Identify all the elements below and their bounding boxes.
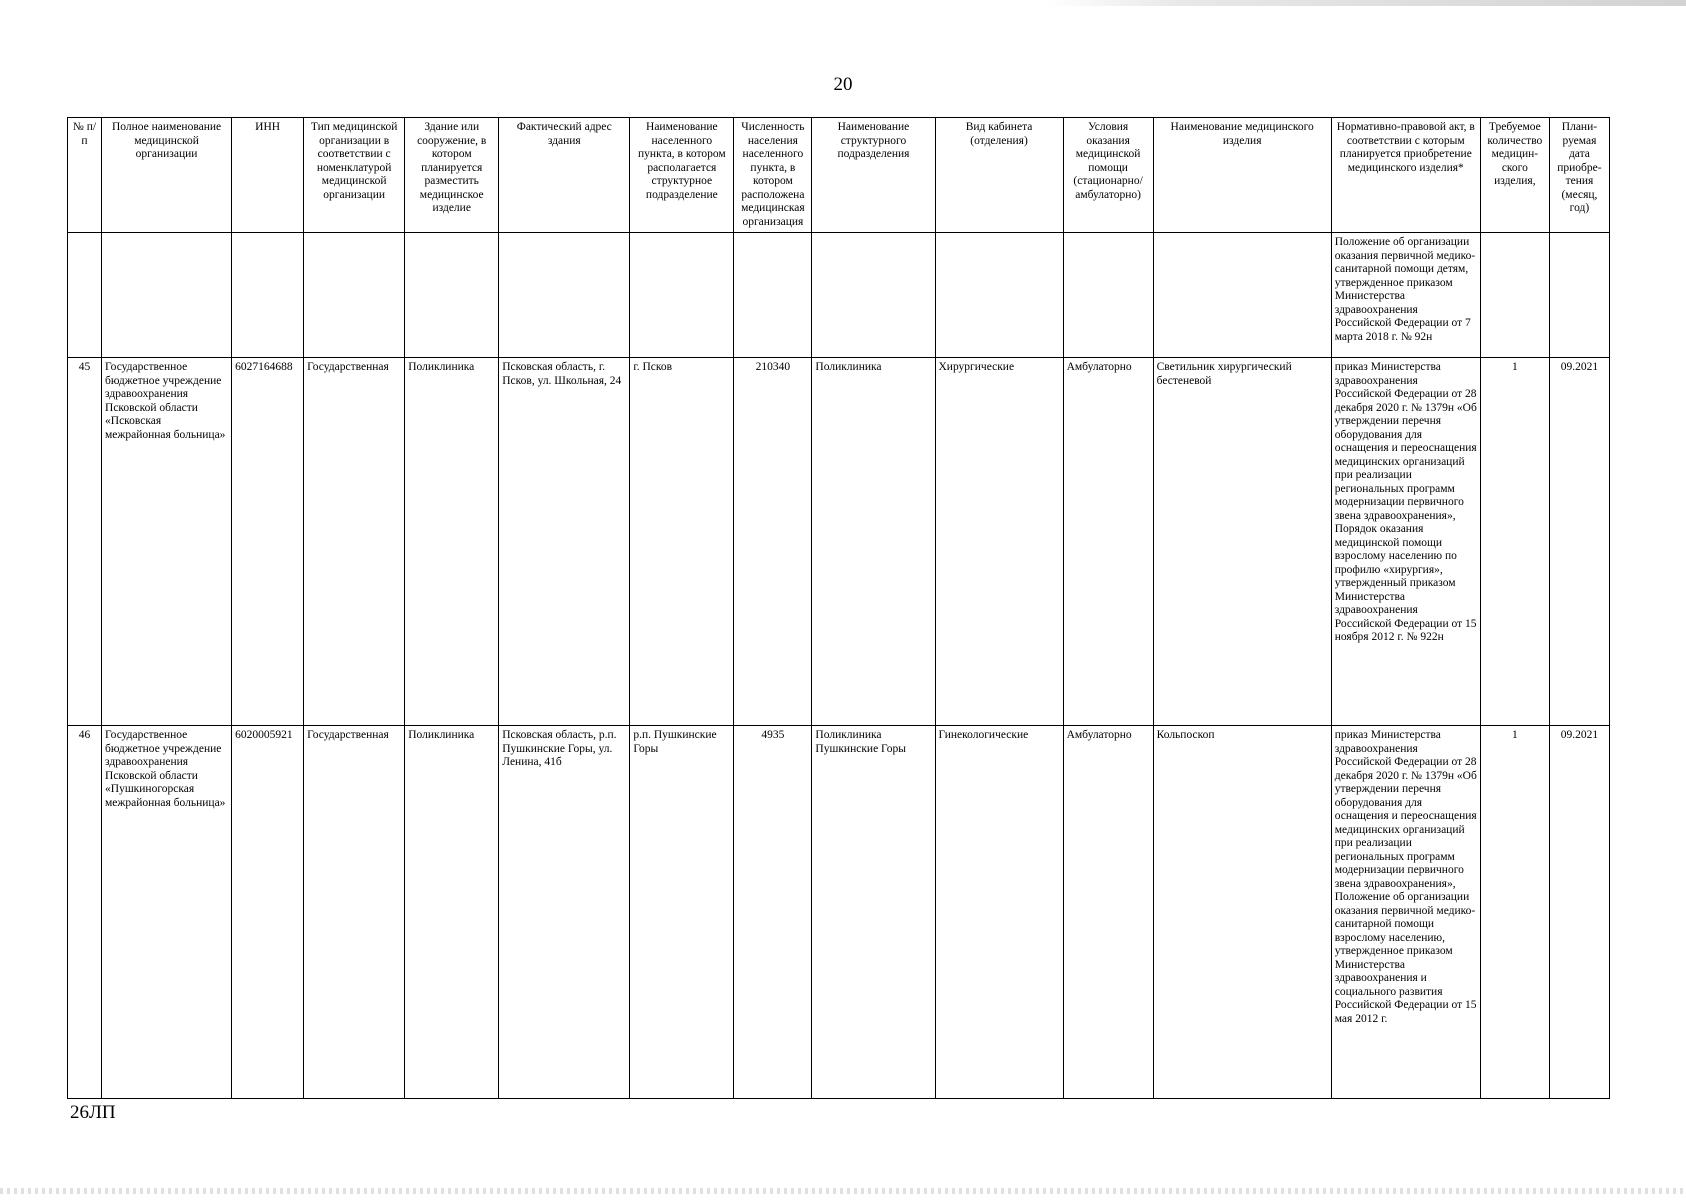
cell-empty (304, 233, 405, 358)
cell-org-type: Государственная (304, 358, 405, 726)
table-row (68, 358, 1610, 726)
cell-empty (734, 233, 812, 358)
header-address: Фактический адрес здания (499, 118, 630, 233)
header-building: Здание или сооружение, в котором планируется разместить медицинское изделие (405, 118, 499, 233)
cell-subdivision: Поликлиника (812, 358, 935, 726)
page-number: 20 (833, 74, 853, 95)
cell-num: 46 (68, 726, 102, 1099)
cell-empty (1063, 233, 1153, 358)
table-row (68, 726, 1610, 1099)
header-legal-act: Нормативно-правовой акт, в соответствии с которым планируется приобретение медицинского изделия* (1331, 118, 1480, 233)
document-code: 26ЛП (70, 1102, 116, 1123)
cell-quantity: 1 (1480, 358, 1549, 726)
scan-artifact-bottom (0, 1188, 1686, 1194)
cell-empty (1480, 233, 1549, 358)
cell-empty (68, 233, 102, 358)
cell-org-type: Государственная (304, 726, 405, 1099)
header-subdivision: Наименование структурного подразделения (812, 118, 935, 233)
cell-org-name: Государственное бюджетное учреждение здравоохранения Псковской области «Псковская межрайонная больница» (102, 358, 232, 726)
header-quantity: Требуемое количество медицин-ского изделия, (1480, 118, 1549, 233)
cell-org-name: Государственное бюджетное учреждение здравоохранения Псковской области «Пушкиногорская межрайонная больница» (102, 726, 232, 1099)
cell-building: Поликлиника (405, 726, 499, 1099)
cell-subdivision: Поликлиника Пушкинские Горы (812, 726, 935, 1099)
table-row-continuation (68, 233, 1610, 358)
cell-settlement: г. Псков (630, 358, 734, 726)
cell-inn: 6020005921 (232, 726, 304, 1099)
cell-empty (935, 233, 1063, 358)
cell-device: Кольпоскоп (1153, 726, 1331, 1099)
cell-legal-act: приказ Министерства здравоохранения Российской Федерации от 28 декабря 2020 г. № 1379н «Об утверждении перечня оборудования для оснащения и переоснащения медицинских организаций при реализации региональных программ модернизации первичного звена здравоохранения», Порядок оказания медицинской помощи взрослому населению по профилю «хирургия», утвержденный приказом Министерства здравоохранения Российской Федерации от 15 ноября 2012 г. № 922н (1331, 358, 1480, 726)
cell-empty (232, 233, 304, 358)
cell-population: 4935 (734, 726, 812, 1099)
cell-legal-act: Положение об организации оказания первичной медико-санитарной помощи детям, утвержденное приказом Министерства здравоохранения Российской Федерации от 7 марта 2018 г. № 92н (1331, 233, 1480, 358)
header-org-type: Тип медицинской организации в соответствии с номенклатурой медицинской организации (304, 118, 405, 233)
header-date: Плани-руемая дата приобре-тения (месяц, год) (1549, 118, 1609, 233)
cell-empty (812, 233, 935, 358)
cell-conditions: Амбулаторно (1063, 726, 1153, 1099)
cell-empty (499, 233, 630, 358)
cell-address: Псковская область, р.п. Пушкинские Горы, ул. Ленина, 41б (499, 726, 630, 1099)
cell-quantity: 1 (1480, 726, 1549, 1099)
cell-num: 45 (68, 358, 102, 726)
header-settlement: Наименование населенного пункта, в котором располагается структурное подразделение (630, 118, 734, 233)
header-conditions: Условия оказания медицинской помощи (стационарно/ амбулаторно) (1063, 118, 1153, 233)
cell-device: Светильник хирургический бестеневой (1153, 358, 1331, 726)
header-inn: ИНН (232, 118, 304, 233)
cell-empty (630, 233, 734, 358)
cell-conditions: Амбулаторно (1063, 358, 1153, 726)
cell-cabinet: Хирургические (935, 358, 1063, 726)
table-header-row (68, 118, 1610, 233)
header-population: Численность населения населенного пункта, в котором расположена медицинская организация (734, 118, 812, 233)
cell-inn: 6027164688 (232, 358, 304, 726)
header-org-name: Полное наименование медицинской организации (102, 118, 232, 233)
cell-empty (405, 233, 499, 358)
cell-empty (102, 233, 232, 358)
cell-date: 09.2021 (1549, 726, 1609, 1099)
cell-date: 09.2021 (1549, 358, 1609, 726)
cell-population: 210340 (734, 358, 812, 726)
cell-legal-act: приказ Министерства здравоохранения Российской Федерации от 28 декабря 2020 г. № 1379н «Об утверждении перечня оборудования для оснащения и переоснащения медицинских организаций при реализации региональных программ модернизации первичного звена здравоохранения», Положение об организации оказания первичной медико-санитарной помощи взрослому населению, утвержденное приказом Министерства здравоохранения и социального развития Российской Федерации от 15 мая 2012 г. (1331, 726, 1480, 1099)
scan-artifact-top (0, 0, 1686, 6)
cell-building: Поликлиника (405, 358, 499, 726)
header-device: Наименование медицинского изделия (1153, 118, 1331, 233)
medical-equipment-table (67, 117, 1610, 1099)
cell-empty (1153, 233, 1331, 358)
cell-cabinet: Гинекологические (935, 726, 1063, 1099)
header-num: № п/п (68, 118, 102, 233)
cell-empty (1549, 233, 1609, 358)
cell-settlement: р.п. Пушкинские Горы (630, 726, 734, 1099)
cell-address: Псковская область, г. Псков, ул. Школьная, 24 (499, 358, 630, 726)
header-cabinet: Вид кабинета (отделения) (935, 118, 1063, 233)
